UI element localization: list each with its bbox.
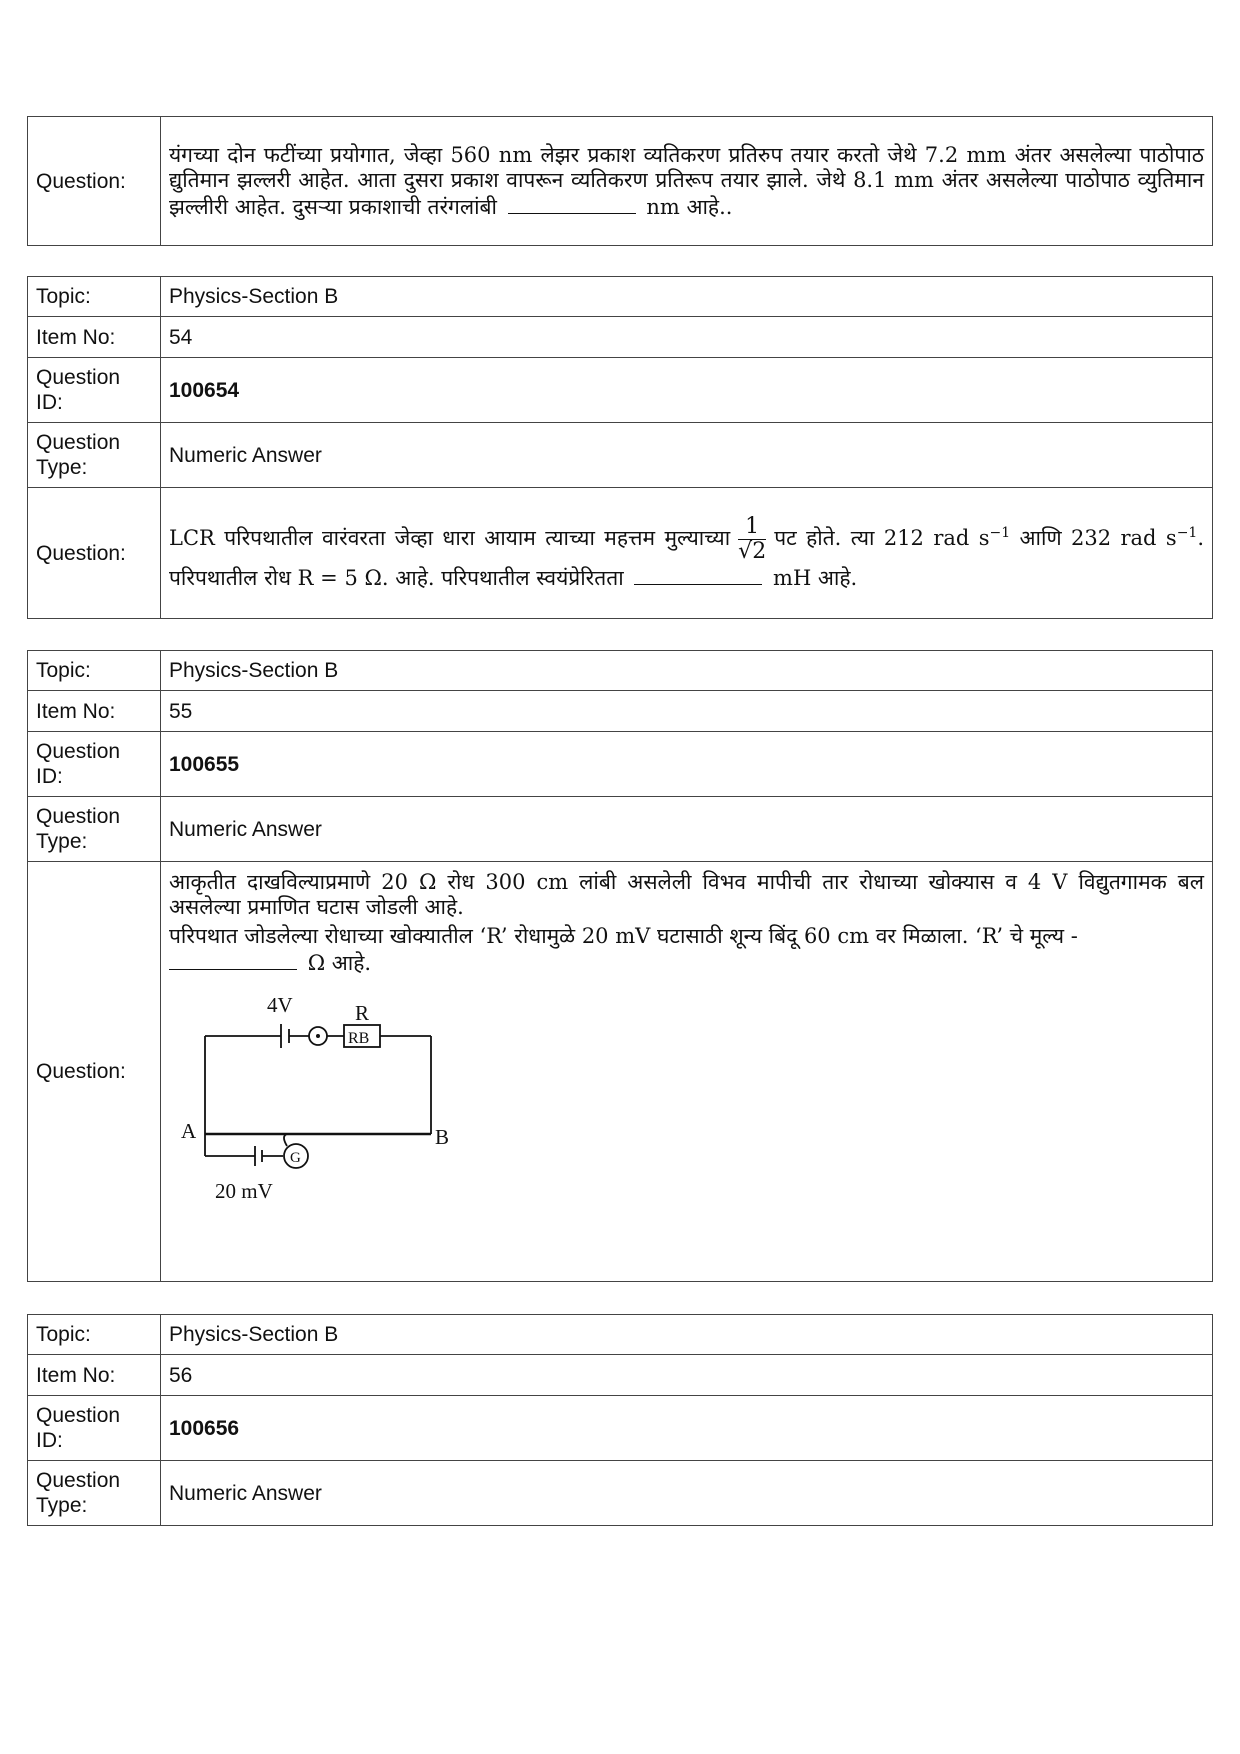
question-text [161, 117, 1213, 246]
item-no-label: Item No: [28, 1355, 161, 1396]
box-label: RB [348, 1030, 370, 1047]
question-paragraph: आकृतीत दाखविल्याप्रमाणे 20 Ω रोध 300 cm लांबी असलेली विभव मापीची तार रोधाच्या खोक्यास व 4 V विद्युतगामक बल असलेल्या प्रमाणित घटास जोडली आहे. [169, 870, 1204, 919]
answer-blank [634, 564, 762, 585]
topic-label: Topic: [28, 1315, 161, 1355]
fraction [738, 515, 766, 564]
item-no-value: 54 [161, 317, 1213, 358]
resistor-label: R [355, 1001, 370, 1025]
topic-value: Physics-Section B [161, 277, 1213, 317]
question-id-label: Question ID: [28, 358, 161, 423]
question-type-label: Question Type: [28, 1461, 161, 1526]
jockey-wire [284, 1134, 287, 1146]
question-tail: mH आहे. [773, 566, 858, 590]
topic-label: Topic: [28, 651, 161, 691]
key-dot [316, 1034, 320, 1038]
question-text [161, 488, 1213, 619]
circuit-diagram [169, 984, 489, 1214]
topic-value: Physics-Section B [161, 1315, 1213, 1355]
question-part: LCR परिपथातील वारंवरता जेव्हा धारा आयाम त्याच्या महत्तम मुल्याच्या [169, 526, 731, 550]
item-no-label: Item No: [28, 317, 161, 358]
question-part: आणि 232 rad s [1010, 526, 1177, 550]
superscript: −1 [989, 525, 1011, 541]
question-id-value: 100655 [161, 732, 1213, 797]
battery-label: 4V [267, 993, 293, 1017]
question-id-value: 100656 [161, 1396, 1213, 1461]
answer-blank [169, 949, 297, 970]
topic-value: Physics-Section B [161, 651, 1213, 691]
question-label: Question: [28, 117, 161, 246]
question-block-54 [27, 276, 1213, 619]
question-block-56 [27, 1314, 1213, 1526]
question-label: Question: [28, 488, 161, 619]
question-part: पट होते. त्या 212 rad s [774, 526, 990, 550]
question-block-prev [27, 116, 1213, 246]
question-id-label: Question ID: [28, 1396, 161, 1461]
point-a-label: A [181, 1119, 197, 1143]
item-no-label: Item No: [28, 691, 161, 732]
question-part: . परिपथातील रोध R = 5 Ω. आहे. परिपथातील स्वयंप्रेरितता [169, 526, 1205, 590]
question-id-value: 100654 [161, 358, 1213, 423]
question-text [161, 862, 1213, 1282]
fraction-denominator: √2 [738, 539, 767, 564]
superscript: −1 [1176, 525, 1198, 541]
question-type-label: Question Type: [28, 797, 161, 862]
galvanometer-label: G [290, 1150, 301, 1166]
fraction-numerator: 1 [738, 515, 766, 540]
item-no-value: 55 [161, 691, 1213, 732]
question-paragraph: परिपथात जोडलेल्या रोधाच्या खोक्यातील ‘R’ रोधामुळे 20 mV घटासाठी शून्य बिंदू 60 cm वर मिळाला. ‘R’ चे मूल्य - [169, 924, 1078, 948]
cell-label: 20 mV [215, 1179, 273, 1203]
question-label: Question: [28, 862, 161, 1282]
question-id-label: Question ID: [28, 732, 161, 797]
question-tail: nm आहे.. [646, 194, 733, 219]
answer-blank [508, 193, 636, 214]
question-type-value: Numeric Answer [161, 797, 1213, 862]
question-type-label: Question Type: [28, 423, 161, 488]
point-b-label: B [435, 1125, 450, 1149]
question-body: यंगच्या दोन फटींच्या प्रयोगात, जेव्हा 560 nm लेझर प्रकाश व्यतिकरण प्रतिरुप तयार करतो जेथे 7.2 mm अंतर असलेल्या पाठोपाठ द्युतिमान झल्लरी आहेत. आता दुसरा प्रकाश वापरून व्यतिकरण प्रतिरूप तयार झाले. जेथे 8.1 mm अंतर असलेल्या पाठोपाठ व्युतिमान झल्लीरी आहेत. दुसऱ्या प्रकाशाची तरंगलांबी [169, 142, 1204, 219]
item-no-value: 56 [161, 1355, 1213, 1396]
question-type-value: Numeric Answer [161, 423, 1213, 488]
topic-label: Topic: [28, 277, 161, 317]
question-block-55 [27, 650, 1213, 1282]
question-tail: Ω आहे. [307, 951, 372, 975]
question-type-value: Numeric Answer [161, 1461, 1213, 1526]
